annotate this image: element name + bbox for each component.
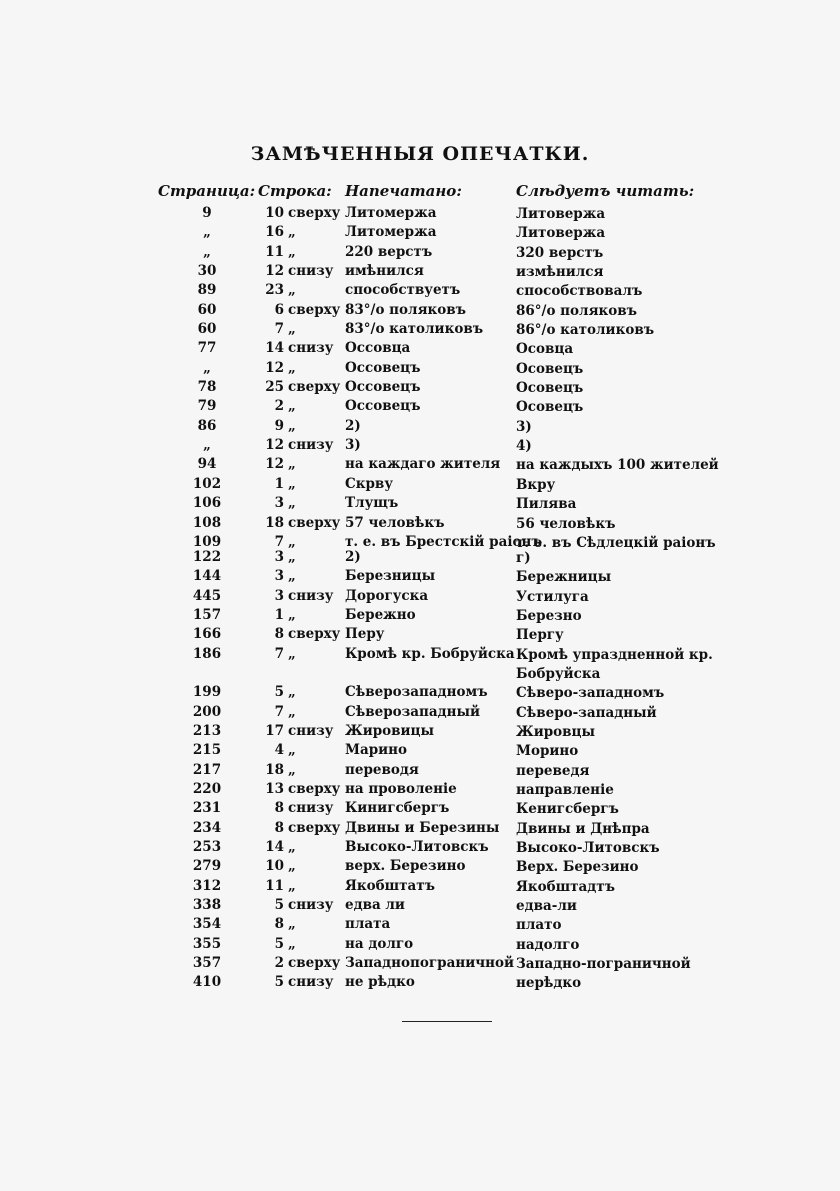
header-printed: Напечатано:	[345, 182, 462, 200]
row-line-direction: сверху	[288, 301, 341, 318]
row-line-number: 18	[265, 761, 284, 778]
row-line-number: 12	[265, 456, 284, 473]
row-line-direction: снизу	[288, 722, 334, 739]
row-line-number: 7	[274, 703, 284, 720]
row-printed: способствуетъ	[345, 282, 461, 299]
errata-row	[0, 878, 840, 897]
row-page: 312	[192, 877, 222, 894]
row-page: 60	[197, 301, 217, 318]
row-correct: т. е. въ Сѣдлецкій раіонъ	[516, 534, 716, 551]
row-printed: на каждаго жителя	[345, 456, 501, 473]
row-correct: Верх. Березино	[516, 859, 639, 876]
row-correct: Сѣверо-западный	[516, 704, 657, 721]
row-page: „	[203, 243, 211, 260]
row-line-direction: сверху	[288, 955, 341, 972]
errata-row	[0, 244, 840, 263]
row-page: 215	[192, 742, 222, 759]
header-line: Строка:	[258, 182, 332, 200]
row-line-number: 8	[274, 916, 284, 933]
row-correct: Пергу	[516, 627, 564, 644]
row-line-direction: снизу	[288, 263, 334, 280]
row-line-number: 7	[274, 321, 284, 338]
errata-row	[0, 398, 840, 417]
errata-list	[0, 205, 840, 994]
row-line-number: 8	[274, 819, 284, 836]
row-page: 89	[197, 282, 217, 299]
row-correct: Высоко-Литовскъ	[516, 840, 660, 856]
errata-row	[0, 588, 840, 607]
row-line-number: 17	[265, 722, 284, 739]
row-line-direction: сверху	[288, 205, 341, 221]
row-page: „	[203, 224, 211, 241]
row-line-direction: „	[288, 684, 296, 701]
errata-row	[0, 916, 840, 935]
row-printed: Высоко-Литовскъ	[345, 839, 489, 855]
errata-row	[0, 646, 840, 685]
row-line-number: 8	[274, 626, 284, 643]
row-line-direction: „	[288, 645, 296, 662]
row-line-number: 14	[265, 839, 284, 855]
row-line-direction: сверху	[288, 780, 341, 797]
errata-row	[0, 456, 840, 475]
row-line-number: 4	[274, 742, 284, 759]
row-line-direction: „	[288, 858, 296, 875]
row-page: 217	[192, 761, 222, 778]
row-line-number: 2	[274, 398, 284, 415]
row-line-number: 7	[274, 645, 284, 662]
row-printed: верх. Березино	[345, 858, 466, 875]
row-page: 77	[197, 340, 217, 357]
errata-row	[0, 495, 840, 514]
row-line-direction: „	[288, 456, 296, 473]
row-page: 213	[192, 722, 222, 739]
row-line-number: 12	[265, 359, 284, 376]
errata-row	[0, 418, 840, 437]
row-line-number: 14	[265, 340, 284, 357]
row-correct: Березно	[516, 607, 582, 624]
row-line-direction: снизу	[288, 897, 334, 914]
row-correct: на каждыхъ 100 жителей	[516, 457, 719, 474]
row-line-number: 23	[265, 282, 284, 299]
row-line-number: 18	[265, 514, 284, 531]
row-printed: на долго	[345, 935, 414, 952]
row-printed: т. е. въ Брестскій раіонъ	[345, 533, 542, 550]
row-line-direction: сверху	[288, 514, 341, 531]
row-correct: 86°/o католиковъ	[516, 322, 655, 339]
errata-row	[0, 224, 840, 243]
row-line-direction: сверху	[288, 379, 341, 396]
errata-row	[0, 549, 840, 568]
row-line-direction: „	[288, 321, 296, 338]
row-printed: едва ли	[345, 897, 405, 914]
row-page: 108	[192, 514, 222, 531]
row-line-direction: „	[288, 495, 296, 512]
row-correct: Устилуга	[516, 588, 589, 605]
row-line-number: 12	[265, 263, 284, 280]
errata-row	[0, 340, 840, 359]
row-page: 234	[192, 819, 222, 836]
row-line-number: 1	[274, 475, 284, 492]
row-correct: Осовецъ	[516, 380, 584, 397]
row-correct: плато	[516, 917, 562, 934]
row-page: 122	[192, 548, 222, 565]
errata-row	[0, 762, 840, 781]
row-printed: Дорогуска	[345, 587, 429, 604]
row-page: 445	[192, 587, 222, 604]
row-line-direction: снизу	[288, 587, 334, 604]
errata-row	[0, 742, 840, 761]
row-line-direction: „	[288, 475, 296, 492]
row-page: „	[203, 359, 211, 376]
row-page: 253	[192, 839, 222, 855]
row-line-direction: „	[288, 742, 296, 759]
row-correct: Литовержа	[516, 206, 606, 222]
row-printed: Литомержа	[345, 205, 437, 221]
row-printed: Оссовецъ	[345, 379, 421, 396]
row-printed: Тлущъ	[345, 495, 399, 512]
errata-row	[0, 626, 840, 645]
row-line-number: 2	[274, 955, 284, 972]
row-page: 60	[197, 321, 217, 338]
row-line-number: 3	[274, 548, 284, 565]
row-line-direction: „	[288, 916, 296, 933]
row-line-direction: „	[288, 398, 296, 415]
row-correct: 86°/o поляковъ	[516, 302, 638, 319]
row-correct: Осовецъ	[516, 360, 584, 377]
end-rule	[402, 1021, 492, 1022]
row-correct: нерѣдко	[516, 975, 582, 992]
row-line-direction: „	[288, 533, 296, 550]
row-correct: Якобштадтъ	[516, 878, 616, 895]
row-line-direction: „	[288, 877, 296, 894]
row-printed: Скрву	[345, 475, 393, 492]
row-page: 106	[192, 495, 222, 512]
row-line-number: 5	[274, 974, 284, 991]
row-line-direction: снизу	[288, 974, 334, 991]
row-line-number: 7	[274, 533, 284, 550]
row-correct: г)	[516, 549, 531, 566]
row-printed: Бережно	[345, 606, 416, 623]
row-page: 78	[197, 379, 217, 396]
row-line-direction: снизу	[288, 340, 334, 357]
row-correct: направленіе	[516, 781, 614, 798]
row-printed: 2)	[345, 417, 361, 434]
row-printed: Оссовецъ	[345, 398, 421, 415]
errata-row	[0, 205, 840, 224]
row-line-number: 10	[265, 205, 284, 221]
errata-row	[0, 607, 840, 626]
row-correct: способствовалъ	[516, 283, 643, 300]
row-page: 354	[192, 916, 222, 933]
row-printed: Литомержа	[345, 224, 437, 241]
row-line-number: 3	[274, 568, 284, 585]
row-printed: имѣнился	[345, 263, 424, 280]
row-correct: едва-ли	[516, 898, 577, 915]
row-page: 200	[192, 703, 222, 720]
errata-row	[0, 800, 840, 819]
errata-row	[0, 684, 840, 703]
row-page: 220	[192, 780, 222, 797]
row-printed: не рѣдко	[345, 974, 415, 991]
row-line-direction: „	[288, 839, 296, 855]
row-page: 157	[192, 606, 222, 623]
row-line-number: 11	[265, 243, 284, 260]
errata-row	[0, 974, 840, 993]
row-line-number: 13	[265, 780, 284, 797]
errata-row	[0, 302, 840, 321]
row-line-direction: „	[288, 224, 296, 241]
row-page: 186	[192, 645, 222, 662]
row-line-direction: снизу	[288, 437, 334, 454]
row-page: 144	[192, 568, 222, 585]
row-page: 109	[192, 533, 222, 550]
row-correct: Жировцы	[516, 723, 596, 740]
row-line-number: 3	[274, 495, 284, 512]
row-page: 199	[192, 684, 222, 701]
errata-row	[0, 839, 840, 858]
errata-row	[0, 534, 840, 549]
row-printed: Двины и Березины	[345, 819, 500, 836]
row-line-direction: „	[288, 606, 296, 623]
row-page: 166	[192, 626, 222, 643]
header-read: Слѣдуетъ читать:	[516, 182, 695, 200]
row-page: 9	[202, 205, 212, 221]
errata-row	[0, 955, 840, 974]
row-page: 30	[197, 263, 217, 280]
row-correct: 3)	[516, 418, 532, 435]
row-printed: Якобштатъ	[345, 877, 436, 894]
row-line-number: 6	[274, 301, 284, 318]
row-line-number: 10	[265, 858, 284, 875]
row-correct: 4)	[516, 438, 532, 455]
row-printed: Сѣверозападный	[345, 703, 481, 720]
row-printed: Сѣверозападномъ	[345, 684, 488, 701]
row-printed: 83°/o католиковъ	[345, 321, 484, 338]
row-line-direction: сверху	[288, 626, 341, 643]
row-printed: переводя	[345, 761, 419, 778]
errata-row	[0, 704, 840, 723]
page-title: ЗАМѢЧЕННЫЯ ОПЕЧАТКИ.	[250, 143, 590, 165]
errata-row	[0, 820, 840, 839]
row-line-direction: снизу	[288, 800, 334, 817]
errata-row	[0, 437, 840, 456]
errata-row	[0, 360, 840, 379]
row-page: 410	[192, 974, 222, 991]
row-page: „	[203, 437, 211, 454]
row-line-direction: сверху	[288, 819, 341, 836]
row-printed: Березницы	[345, 568, 436, 585]
errata-row	[0, 723, 840, 742]
row-line-direction: „	[288, 568, 296, 585]
row-correct: Осовца	[516, 341, 574, 358]
row-line-number: 12	[265, 437, 284, 454]
row-line-direction: „	[288, 703, 296, 720]
row-line-number: 3	[274, 587, 284, 604]
row-printed: 3)	[345, 437, 361, 454]
errata-row	[0, 515, 840, 534]
row-line-number: 9	[274, 417, 284, 434]
errata-row	[0, 476, 840, 495]
row-correct: переведя	[516, 762, 590, 779]
row-printed: 83°/o поляковъ	[345, 301, 467, 318]
row-correct: 320 верстъ	[516, 244, 604, 261]
row-correct: Морино	[516, 743, 579, 760]
row-printed: Перу	[345, 626, 385, 643]
row-line-direction: „	[288, 548, 296, 565]
row-page: 279	[192, 858, 222, 875]
row-printed: Кромѣ кр. Бобруйска	[345, 645, 515, 662]
row-printed: Жировицы	[345, 722, 435, 739]
errata-row	[0, 282, 840, 301]
errata-row	[0, 263, 840, 282]
row-printed: Оссовца	[345, 340, 411, 357]
errata-row	[0, 321, 840, 340]
errata-row	[0, 568, 840, 587]
row-page: 355	[192, 935, 222, 952]
row-page: 79	[197, 398, 217, 415]
row-line-direction: „	[288, 761, 296, 778]
row-printed: плата	[345, 916, 391, 933]
header-page: Страница:	[158, 182, 256, 200]
errata-row	[0, 936, 840, 955]
row-line-number: 5	[274, 935, 284, 952]
row-page: 231	[192, 800, 222, 817]
row-line-number: 11	[265, 877, 284, 894]
row-correct: измѣнился	[516, 264, 604, 281]
row-line-direction: „	[288, 359, 296, 376]
row-page: 357	[192, 955, 222, 972]
row-printed: Оссовецъ	[345, 359, 421, 376]
row-correct: надолго	[516, 936, 580, 953]
row-line-direction: „	[288, 935, 296, 952]
row-page: 338	[192, 897, 222, 914]
row-line-number: 25	[265, 379, 284, 396]
row-page: 102	[192, 475, 222, 492]
row-printed: Кинигсбергъ	[345, 800, 450, 817]
row-correct: Двины и Днѣпра	[516, 820, 650, 837]
row-printed: Марино	[345, 742, 408, 759]
row-printed: 57 человѣкъ	[345, 514, 445, 531]
row-printed: на проволеніе	[345, 780, 457, 797]
errata-row	[0, 781, 840, 800]
row-line-number: 1	[274, 606, 284, 623]
row-line-direction: „	[288, 243, 296, 260]
row-printed: 2)	[345, 548, 361, 565]
row-correct: Кромѣ упраздненной кр. Бобруйска	[516, 646, 713, 682]
errata-row	[0, 379, 840, 398]
row-line-number: 5	[274, 684, 284, 701]
row-correct: 56 человѣкъ	[516, 515, 616, 532]
row-correct: Западно-пограничной	[516, 956, 691, 973]
row-correct: Пилява	[516, 496, 577, 513]
errata-row	[0, 897, 840, 916]
errata-row	[0, 858, 840, 877]
row-line-number: 16	[265, 224, 284, 241]
row-correct: Литовержа	[516, 225, 606, 242]
row-line-direction: „	[288, 282, 296, 299]
row-correct: Сѣверо-западномъ	[516, 685, 665, 702]
row-line-number: 5	[274, 897, 284, 914]
row-line-direction: „	[288, 417, 296, 434]
row-correct: Кенигсбергъ	[516, 801, 619, 818]
row-page: 94	[197, 456, 217, 473]
row-correct: Вкру	[516, 476, 556, 493]
row-printed: Западнопограничной	[345, 955, 515, 972]
row-printed: 220 верстъ	[345, 243, 433, 260]
row-correct: Осовецъ	[516, 399, 584, 416]
row-page: 86	[197, 417, 217, 434]
row-correct: Бережницы	[516, 569, 612, 586]
row-line-number: 8	[274, 800, 284, 817]
